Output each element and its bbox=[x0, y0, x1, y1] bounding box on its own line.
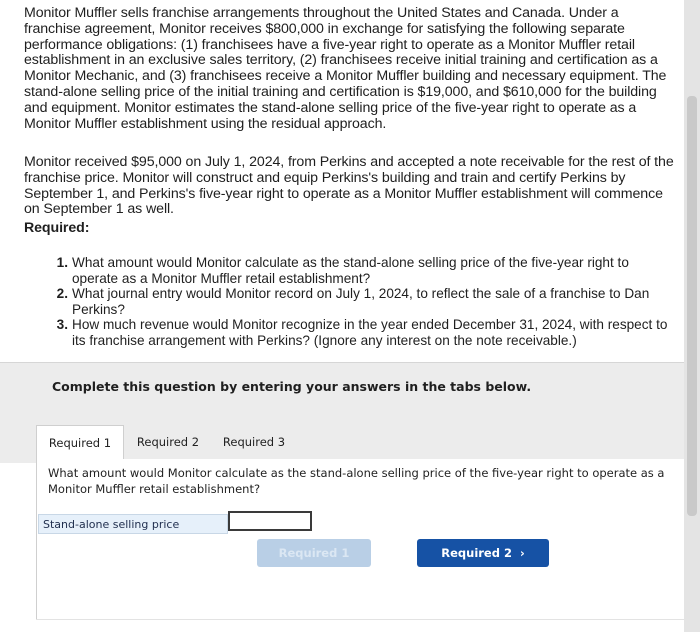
instruction-text: Complete this question by entering your answers in the tabs below. bbox=[52, 379, 532, 394]
tab-required-1[interactable]: Required 1 bbox=[36, 425, 124, 459]
question-text: What amount would Monitor calculate as the stand-alone selling price of the five-year right to operate as a Monitor Muffler retail establishment? bbox=[72, 255, 629, 286]
question-number: 3. bbox=[56, 317, 68, 333]
next-required-button[interactable] bbox=[417, 539, 549, 567]
question-item bbox=[40, 317, 670, 348]
stand-alone-price-input[interactable] bbox=[228, 511, 312, 531]
tab-required-2[interactable]: Required 2 bbox=[130, 425, 206, 459]
question-text: What journal entry would Monitor record on July 1, 2024, to reflect the sale of a franchise to Dan Perkins? bbox=[72, 286, 650, 317]
question-item bbox=[40, 255, 670, 286]
instruction-panel bbox=[0, 362, 684, 418]
tab-required-3[interactable]: Required 3 bbox=[214, 425, 294, 459]
chevron-right-icon: › bbox=[519, 546, 525, 560]
question-list bbox=[40, 255, 670, 349]
question-item bbox=[40, 286, 670, 317]
divider bbox=[36, 619, 684, 620]
question-number: 1. bbox=[56, 255, 68, 270]
stand-alone-price-label: Stand-alone selling price bbox=[38, 514, 228, 534]
scrollbar-thumb[interactable] bbox=[687, 96, 697, 516]
previous-required-button[interactable]: Required 1 bbox=[257, 539, 371, 567]
next-button-label: Required 2 bbox=[441, 546, 512, 560]
question-text: How much revenue would Monitor recognize in the year ended December 31, 2024, with respect to its franchise arrangement with Perkins? (Ignore any interest on the note receivable.) bbox=[72, 317, 668, 348]
intro-paragraph-1: Monitor Muffler sells franchise arrangements throughout the United States and Canada. Under a franchise agreement, Monitor receives $800,000 in exchange for satisfying the following separate performance obligations: (1) franchisees have a five-year right to operate as a Monitor Muffler retail establishment in an exclusive sales territory, (2) franchisees receive initial training and certification as a Monitor Mechanic, and (3) franchisees receive a Monitor Muffler building and necessary equipment. The stand-alone selling price of the initial training and certification is $19,000, and $610,000 for the building and equipment. Monitor estimates the stand-alone selling price of the five-year right to operate as a Monitor Muffler establishment using the residual approach. bbox=[24, 5, 667, 132]
required-heading: Required: bbox=[24, 220, 90, 236]
question-number: 2. bbox=[56, 286, 68, 302]
page-scrollbar[interactable] bbox=[684, 0, 700, 632]
intro-paragraph-2: Monitor received $95,000 on July 1, 2024, from Perkins and accepted a note receivable for the rest of the franchise price. Monitor will construct and equip Perkins's building and train and certify Perkins by September 1, and Perkins's five-year right to operate as a Monitor Muffler establishment will commence on September 1 as well. bbox=[24, 154, 674, 218]
panel-question: What amount would Monitor calculate as the stand-alone selling price of the five-year right to operate as a Monitor Muffler retail establishment? bbox=[48, 466, 665, 496]
